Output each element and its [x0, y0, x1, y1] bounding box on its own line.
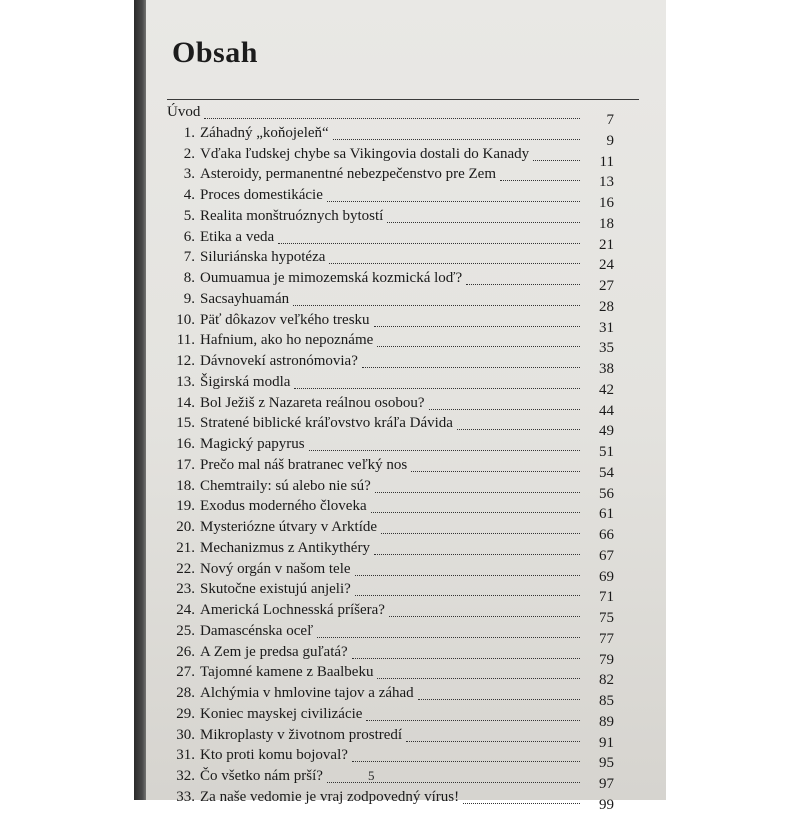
toc-entry-title: Bol Ježiš z Nazareta reálnou osobou? — [200, 394, 425, 411]
toc-entry-number: 25. — [176, 622, 195, 639]
toc-entry-number: 29. — [176, 705, 195, 722]
toc-entry-number: 23. — [176, 581, 195, 598]
toc-leader-dots — [406, 741, 580, 742]
toc-entry-title: Americká Lochnesská príšera? — [200, 602, 385, 618]
toc-entry-title: Za naše vedomie je vraj zodpovedný vírus! — [200, 788, 460, 805]
toc-entry-title: Asteroidy, permanentné nebezpečenstvo pre Zem — [200, 166, 496, 183]
toc-entry-number: 11. — [176, 332, 195, 349]
toc-entry-number: 12. — [176, 353, 195, 369]
toc-entry-number: 26. — [176, 643, 195, 660]
toc-entry-title: Prečo mal náš bratranec veľký nos — [200, 456, 408, 473]
toc-entry-title: Stratené biblické kráľovstvo kráľa Dávida — [200, 415, 453, 432]
page-title: Obsah — [172, 36, 258, 69]
toc-entry-number: 16. — [176, 436, 195, 452]
toc-entry-title: Dávnovekí astronómovia? — [200, 353, 358, 369]
background-left — [0, 0, 134, 800]
toc-leader-dots — [500, 180, 580, 181]
toc-entry-title: Koniec mayskej civilizácie — [200, 705, 363, 722]
toc-intro-title: Úvod — [167, 104, 201, 120]
toc-leader-dots — [457, 429, 580, 430]
toc-entry-title: Oumuamua je mimozemská kozmická loď? — [200, 270, 463, 286]
toc-leader-dots — [371, 512, 580, 513]
toc-entry-page: 21 — [599, 236, 614, 253]
toc-leader-dots — [333, 139, 580, 140]
toc-entry-number: 24. — [176, 602, 195, 618]
title-rule — [167, 99, 639, 100]
toc-entry-number: 32. — [176, 768, 195, 784]
toc-leader-dots — [389, 616, 580, 617]
toc-leader-dots — [533, 160, 580, 161]
toc-entry-title: Chemtraily: sú alebo nie sú? — [200, 477, 371, 494]
toc-entry-number: 21. — [176, 539, 195, 556]
toc-entry-page: 82 — [599, 672, 614, 689]
toc-entry-title: Exodus moderného človeka — [200, 498, 367, 515]
toc-entry-page: 67 — [599, 547, 614, 564]
toc-entry-title: Etika a veda — [200, 228, 275, 245]
background-right — [666, 0, 800, 800]
toc-entry-number: 4. — [183, 187, 195, 203]
toc-entry-number: 6. — [183, 228, 195, 245]
toc-entry-title: Hafnium, ako ho nepoznáme — [200, 332, 374, 349]
toc-entry-title: Mikroplasty v životnom prostredí — [200, 726, 403, 743]
toc-entry-title: Magický papyrus — [200, 436, 305, 452]
toc-leader-dots — [327, 782, 580, 783]
toc-leader-dots — [317, 637, 580, 638]
toc-leader-dots — [463, 803, 580, 804]
toc-entry-title: Alchýmia v hmlovine tajov a záhad — [200, 685, 414, 701]
toc-entry-title: Päť dôkazov veľkého tresku — [200, 311, 370, 328]
toc-entry-number: 22. — [176, 560, 195, 577]
toc-entry-page: 91 — [599, 734, 614, 751]
toc-entry-page: 85 — [599, 693, 614, 709]
toc-entry-page: 49 — [599, 423, 614, 440]
toc-entry-page: 24 — [599, 257, 614, 274]
toc-leader-dots — [377, 678, 580, 679]
toc-entry-page: 69 — [599, 568, 614, 585]
toc-entry-page: 95 — [599, 755, 614, 772]
toc-leader-dots — [366, 720, 580, 721]
toc-entry-number: 31. — [176, 747, 195, 764]
toc-entry-number: 7. — [183, 249, 195, 266]
toc-entry-number: 8. — [183, 270, 195, 286]
toc-entry-page: 13 — [599, 174, 614, 191]
toc-entry-number: 15. — [176, 415, 195, 432]
toc-entry-page: 16 — [599, 195, 614, 211]
toc-leader-dots — [418, 699, 580, 700]
toc-leader-dots — [293, 305, 580, 306]
toc-leader-dots — [429, 409, 580, 410]
toc-entry-number: 30. — [176, 726, 195, 743]
toc-leader-dots — [352, 658, 580, 659]
toc-leader-dots — [309, 450, 580, 451]
toc-intro-page: 7 — [606, 112, 614, 128]
toc-entry-page: 9 — [606, 132, 614, 149]
toc-leader-dots — [355, 595, 580, 596]
toc-leader-dots — [355, 575, 580, 576]
toc-entry-title: Mechanizmus z Antikythéry — [200, 539, 370, 556]
toc-entry-page: 71 — [599, 589, 614, 606]
toc-entry-title: Šigirská modla — [200, 373, 291, 390]
toc-entry-page: 51 — [599, 444, 614, 460]
toc-entry-title: Čo všetko nám prší? — [200, 768, 323, 784]
toc-entry-page: 75 — [599, 610, 614, 626]
toc-entry-page: 27 — [599, 278, 614, 294]
toc-entry-page: 56 — [599, 485, 614, 502]
toc-entry-page: 77 — [599, 630, 614, 647]
toc-entry-page: 44 — [599, 402, 614, 419]
toc-entry-number: 1. — [183, 124, 195, 141]
toc-entry-page: 31 — [599, 319, 614, 336]
toc-entry-title: Kto proti komu bojoval? — [200, 747, 348, 764]
toc-entry-number: 13. — [176, 373, 195, 390]
toc-entry-page: 28 — [599, 298, 614, 315]
toc-entry-page: 42 — [599, 381, 614, 398]
toc-entry-title: Vďaka ľudskej chybe sa Vikingovia dostali do Kanady — [200, 145, 530, 162]
toc-leader-dots — [374, 326, 580, 327]
toc-leader-dots — [352, 761, 580, 762]
toc-leader-dots — [327, 201, 580, 202]
toc-entry-number: 20. — [176, 519, 195, 535]
toc-entry-number: 9. — [183, 290, 195, 307]
toc-leader-dots — [362, 367, 580, 368]
toc-entry-title: Sacsayhuamán — [200, 290, 290, 307]
toc-entry-number: 27. — [176, 664, 195, 681]
toc-leader-dots — [294, 388, 580, 389]
toc-entry-number: 33. — [176, 788, 195, 805]
toc-entry-title: Realita monštruóznych bytostí — [200, 207, 384, 224]
toc-entry-page: 99 — [599, 796, 614, 813]
toc-entry-number: 10. — [176, 311, 195, 328]
toc-entry-page: 38 — [599, 361, 614, 377]
toc-leader-dots — [377, 346, 580, 347]
toc-entry-number: 2. — [183, 145, 195, 162]
toc-entry-page: 61 — [599, 506, 614, 523]
toc-leader-dots — [466, 284, 580, 285]
toc-entry-page: 35 — [599, 340, 614, 357]
toc-leader-dots — [375, 492, 580, 493]
toc-entry-page: 54 — [599, 464, 614, 481]
toc-entry-title: Mysteriózne útvary v Arktíde — [200, 519, 378, 535]
toc-entry-title: Siluriánska hypotéza — [200, 249, 326, 266]
toc-leader-dots — [381, 533, 580, 534]
page-number: 5 — [368, 768, 375, 783]
toc-entry-title: A Zem je predsa guľatá? — [200, 643, 348, 660]
toc-entry-number: 14. — [176, 394, 195, 411]
toc-entry-page: 79 — [599, 651, 614, 668]
toc-leader-dots — [374, 554, 580, 555]
toc-leader-dots — [278, 243, 580, 244]
toc-leader-dots — [387, 222, 580, 223]
toc-entry-number: 17. — [176, 456, 195, 473]
toc-entry-number: 28. — [176, 685, 195, 701]
toc-entry-title: Skutočne existujú anjeli? — [200, 581, 351, 598]
toc-entry-title: Tajomné kamene z Baalbeku — [200, 664, 374, 681]
toc-leader-dots — [329, 263, 580, 264]
toc-entry-page: 66 — [599, 527, 614, 543]
toc-entry-number: 3. — [183, 166, 195, 183]
toc-entry-number: 19. — [176, 498, 195, 515]
toc-entry-title: Záhadný „koňojeleň“ — [200, 124, 329, 141]
toc-entry-title: Damascénska oceľ — [200, 622, 314, 639]
toc-entry-number: 5. — [183, 207, 195, 224]
toc-entry-page: 18 — [599, 215, 614, 232]
toc-leader-dots — [204, 118, 580, 119]
toc-entry-title: Nový orgán v našom tele — [200, 560, 351, 577]
toc-leader-dots — [411, 471, 580, 472]
toc-entry-page: 89 — [599, 713, 614, 730]
toc-entry-page: 11 — [599, 153, 614, 170]
toc-entry-title: Proces domestikácie — [200, 187, 323, 203]
toc-entry-number: 18. — [176, 477, 195, 494]
toc-entry-page: 97 — [599, 776, 614, 792]
